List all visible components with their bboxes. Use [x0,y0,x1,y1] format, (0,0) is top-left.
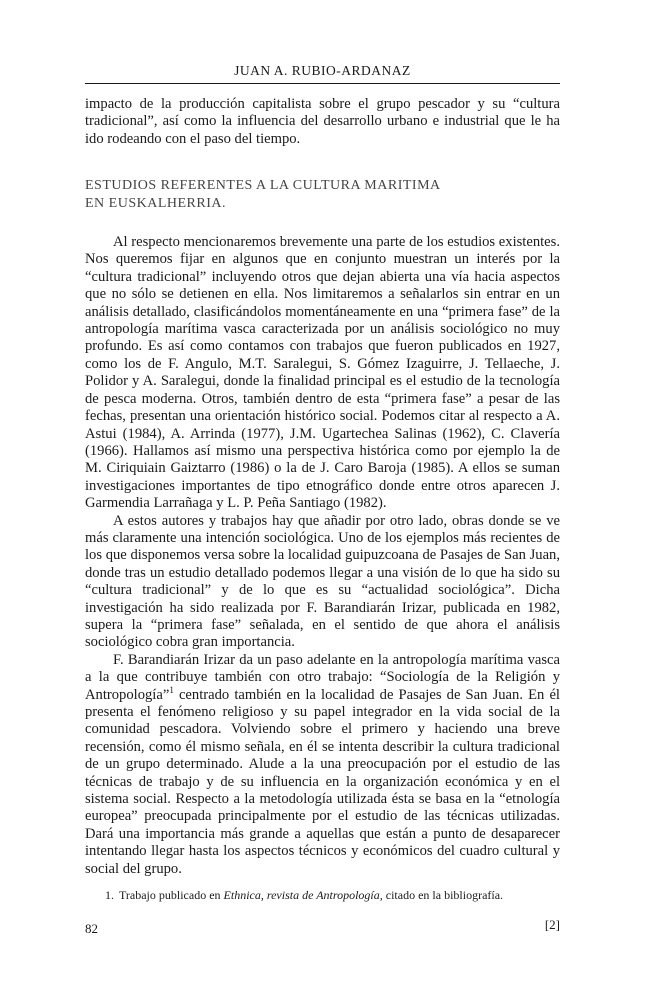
header-rule [85,83,560,84]
footnote-number: 1. [105,888,114,902]
paragraph-3 [85,652,560,878]
footnote-reference: 1 [169,684,174,695]
main-text [85,96,560,878]
footnote [85,888,560,903]
paragraph-3-part-a: F. Barandiarán Irizar da un paso adelante en la antropología marítima vasca a la que contribuye también con otro trabajo: “Sociología de la Religión y Antropología” [85,651,560,703]
running-header: JUAN A. RUBIO-ARDANAZ [234,63,411,78]
section-title-line-2: EN EUSKALHERRIA. [85,195,226,211]
page-tag: [2] [544,917,560,932]
paragraph-intro: impacto de la producción capitalista sobre el grupo pescador y su “cultura tradicional”, así como la influencia del desarrollo urbano e industrial que le ha ido rodeando con el paso del tiempo. [85,96,560,147]
paragraph-2: A estos autores y trabajos hay que añadir por otro lado, obras donde se ve más claramente una intención sociológica. Uno de los ejemplos más recientes de los que disponemos versa sobre la localidad guipuzcoana de Pasajes de San Juan, donde tras un estudio detallado podemos llegar a una visión de lo que ha sido su “cultura tradicional” y de lo que es su “actualidad sociológica”. Dicha investigación ha sido realizada por F. Barandiarán Irizar, publicada en 1982, supera la “primera fase” señalada, en el sentido de que ahora el análisis sociológico cobra gran importancia. [85,512,560,651]
footnote-text-a: Trabajo publicado en [119,888,224,902]
footnote-journal-title: Ethnica, revista de Antropología, [223,888,383,902]
paragraph-1: Al respecto mencionaremos brevemente una parte de los estudios existentes. Nos queremos fijar en algunos que en conjunto muestran un interés por la “cultura tradicional” incluyendo otros que dejan abierta una vía hacia aspectos que no sólo se detienen en ella. Nos limitaremos a señalarlos sin entrar en un análisis detallado, clasificándolos momentáneamente en una “primera fase” de la antropología marítima vasca caracterizada por un análisis sociológico no muy profundo. Es así como contamos con trabajos que fueron publicados en 1927, como los de F. Angulo, M.T. Saralegui, S. Gómez Izaguirre, J. Tellaeche, J. Polidor y A. Saralegui, donde la finalidad principal es el estudio de la tecnología de pesca moderna. Otros, también dentro de esta “primera fase” a pesar de las fechas, presentan una orientación histórico social. Podemos citar al respecto a A. Astui (1984), A. Arrinda (1977), J.M. Ugartechea Salinas (1962), C. Clavería (1966). Hallamos así mismo una perspectiva histórica como por ejemplo la de M. Ciriquiain Gaiztarro (1986) o la de J. Caro Baroja (1985). A ellos se suman investigaciones importantes de tipo etnográfico donde entre otros aparecen J. Garmendia Larrañaga y L. P. Peña Santiago (1982). [85,234,560,512]
section-title [85,177,560,212]
section-title-line-1: ESTUDIOS REFERENTES A LA CULTURA MARITIMA [85,178,441,194]
footnote-text-b: citado en la bibliografía. [382,888,504,902]
paragraph-3-part-b: centrado también en la localidad de Pasajes de San Juan. En él presenta el fenómeno religioso y su papel integrador en la vida social de la comunidad pescadora. Volviendo sobre el primero y haciendo una breve recensión, como él mismo señala, en él se intenta describir la cultura tradicional de un grupo determinado. Alude a la una preocupación por el estudio de las técnicas de trabajo y de su influencia en la organización económica y en el sistema social. Respecto a la metodología utilizada ésta se basa en la “etnología europea” preocupada principalmente por el estudio de las técnicas utilizadas. Dará una importancia más grande a aquellas que están a punto de desaparecer intentando llegar hasta los aspectos técnicos y económicos del cuadro cultural y social del grupo. [85,686,560,877]
page-number: 82 [85,921,98,936]
